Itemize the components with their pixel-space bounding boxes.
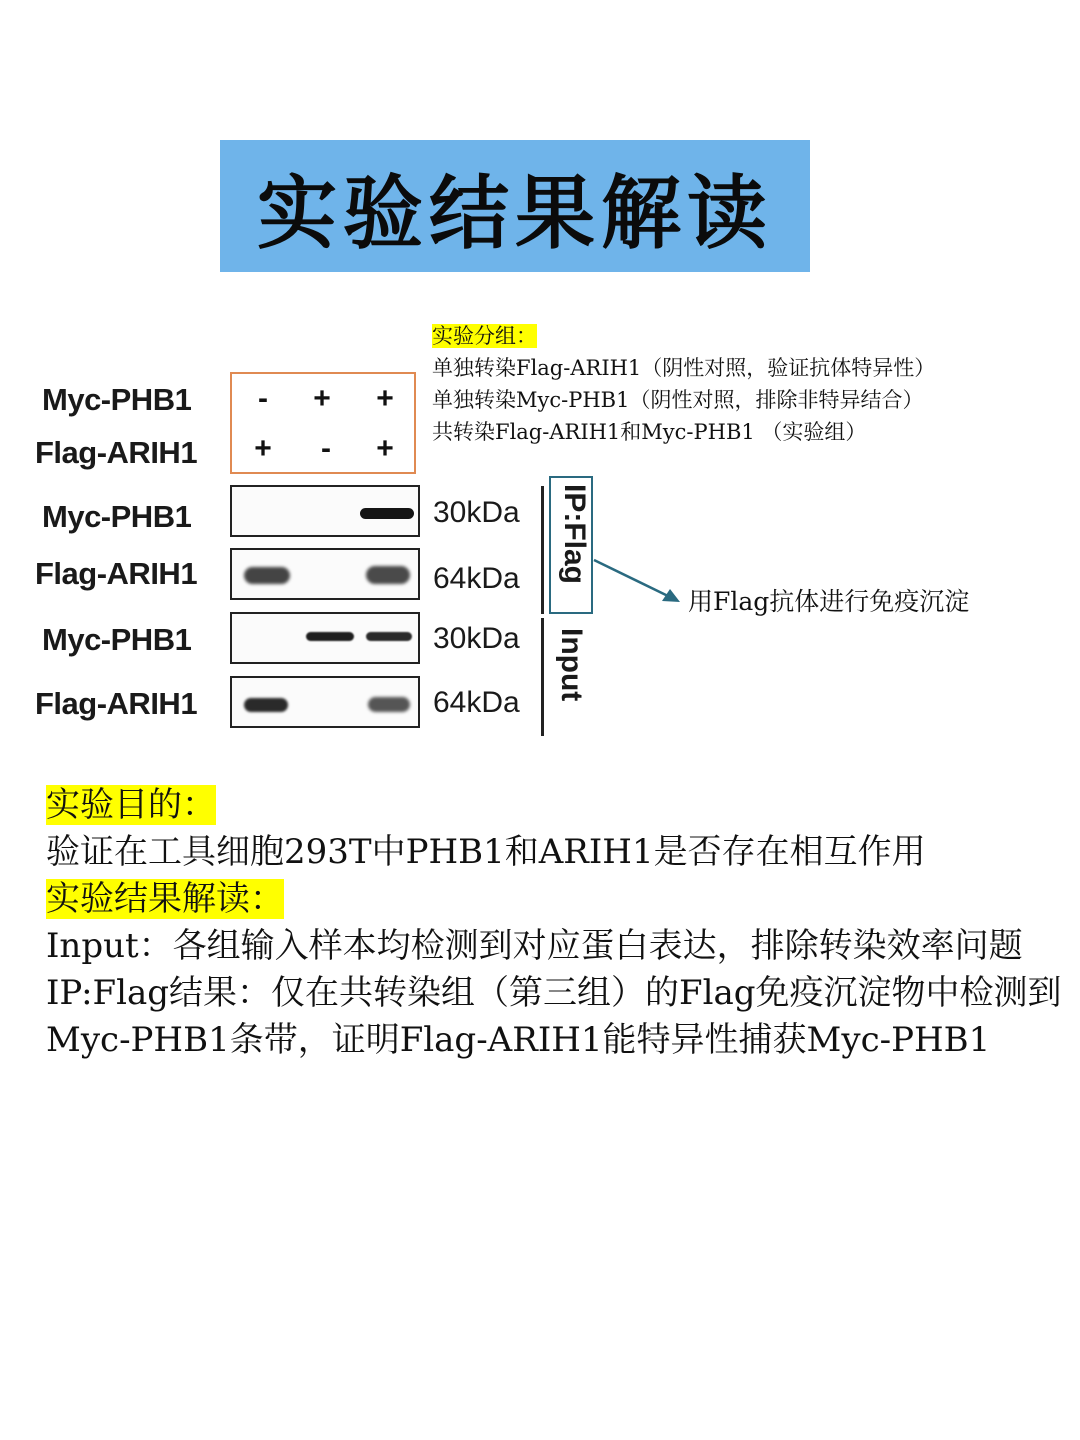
group-item: 单独转染Flag-ARIH1（阴性对照，验证抗体特异性） xyxy=(432,356,936,380)
interpretation-input-text: Input：各组输入样本均检测到对应蛋白表达，排除转染效率问题 xyxy=(46,926,1023,966)
sign-myc-lane2: + xyxy=(313,382,331,415)
purpose-heading: 实验目的： xyxy=(46,785,216,825)
sign-flag-lane1: + xyxy=(254,432,272,465)
band-input-myc-lane3 xyxy=(366,632,412,641)
blot-input-myc-phb1 xyxy=(230,612,420,664)
condition-label-flag-arih1: Flag-ARIH1 xyxy=(35,435,198,470)
sign-myc-lane1: - xyxy=(258,382,268,415)
band-input-myc-lane2 xyxy=(306,632,354,641)
blot-label-ip-flag: Flag-ARIH1 xyxy=(35,556,198,591)
experiment-groups xyxy=(432,320,935,448)
blot-ip-flag-arih1 xyxy=(230,548,420,600)
arrow-note: 用Flag抗体进行免疫沉淀 xyxy=(688,587,970,616)
kda-label: 30kDa xyxy=(433,622,520,655)
arrow-icon xyxy=(592,558,688,606)
sign-flag-lane2: - xyxy=(321,432,331,465)
band-ip-myc-lane3 xyxy=(360,508,414,519)
kda-label: 30kDa xyxy=(433,496,520,529)
purpose-section xyxy=(46,782,1066,876)
interpretation-section xyxy=(46,876,1066,1064)
title-banner xyxy=(220,140,810,272)
sign-myc-lane3: + xyxy=(376,382,394,415)
blot-label-ip-myc: Myc-PHB1 xyxy=(42,499,192,534)
ip-bracket-line xyxy=(541,486,544,614)
kda-label: 64kDa xyxy=(433,686,520,719)
sign-flag-lane3: + xyxy=(376,432,394,465)
band-input-flag-lane1 xyxy=(244,698,288,712)
input-bracket-line xyxy=(541,618,544,736)
interpretation-heading: 实验结果解读： xyxy=(46,879,284,919)
blot-input-flag-arih1 xyxy=(230,676,420,728)
purpose-text: 验证在工具细胞293T中PHB1和ARIH1是否存在相互作用 xyxy=(46,832,926,872)
interpretation-ip-text: IP:Flag结果：仅在共转染组（第三组）的Flag免疫沉淀物中检测到Myc-PHB1条带，证明Flag-ARIH1能特异性捕获Myc-PHB1 xyxy=(46,973,1062,1060)
blot-label-input-flag: Flag-ARIH1 xyxy=(35,686,198,721)
ip-flag-label: IP:Flag xyxy=(558,484,591,585)
group-item: 单独转染Myc-PHB1（阴性对照，排除非特异结合） xyxy=(432,388,924,412)
blot-ip-myc-phb1 xyxy=(230,485,420,537)
blot-label-input-myc: Myc-PHB1 xyxy=(42,622,192,657)
groups-heading: 实验分组： xyxy=(432,324,537,348)
band-input-flag-lane3 xyxy=(368,697,410,712)
page-title: 实验结果解读 xyxy=(257,166,773,260)
kda-label: 64kDa xyxy=(433,562,520,595)
condition-label-myc-phb1: Myc-PHB1 xyxy=(42,382,192,417)
input-label: Input xyxy=(555,628,588,702)
group-item: 共转染Flag-ARIH1和Myc-PHB1 （实验组） xyxy=(432,420,867,444)
band-ip-flag-lane3 xyxy=(366,566,410,584)
band-ip-flag-lane1 xyxy=(244,567,290,584)
